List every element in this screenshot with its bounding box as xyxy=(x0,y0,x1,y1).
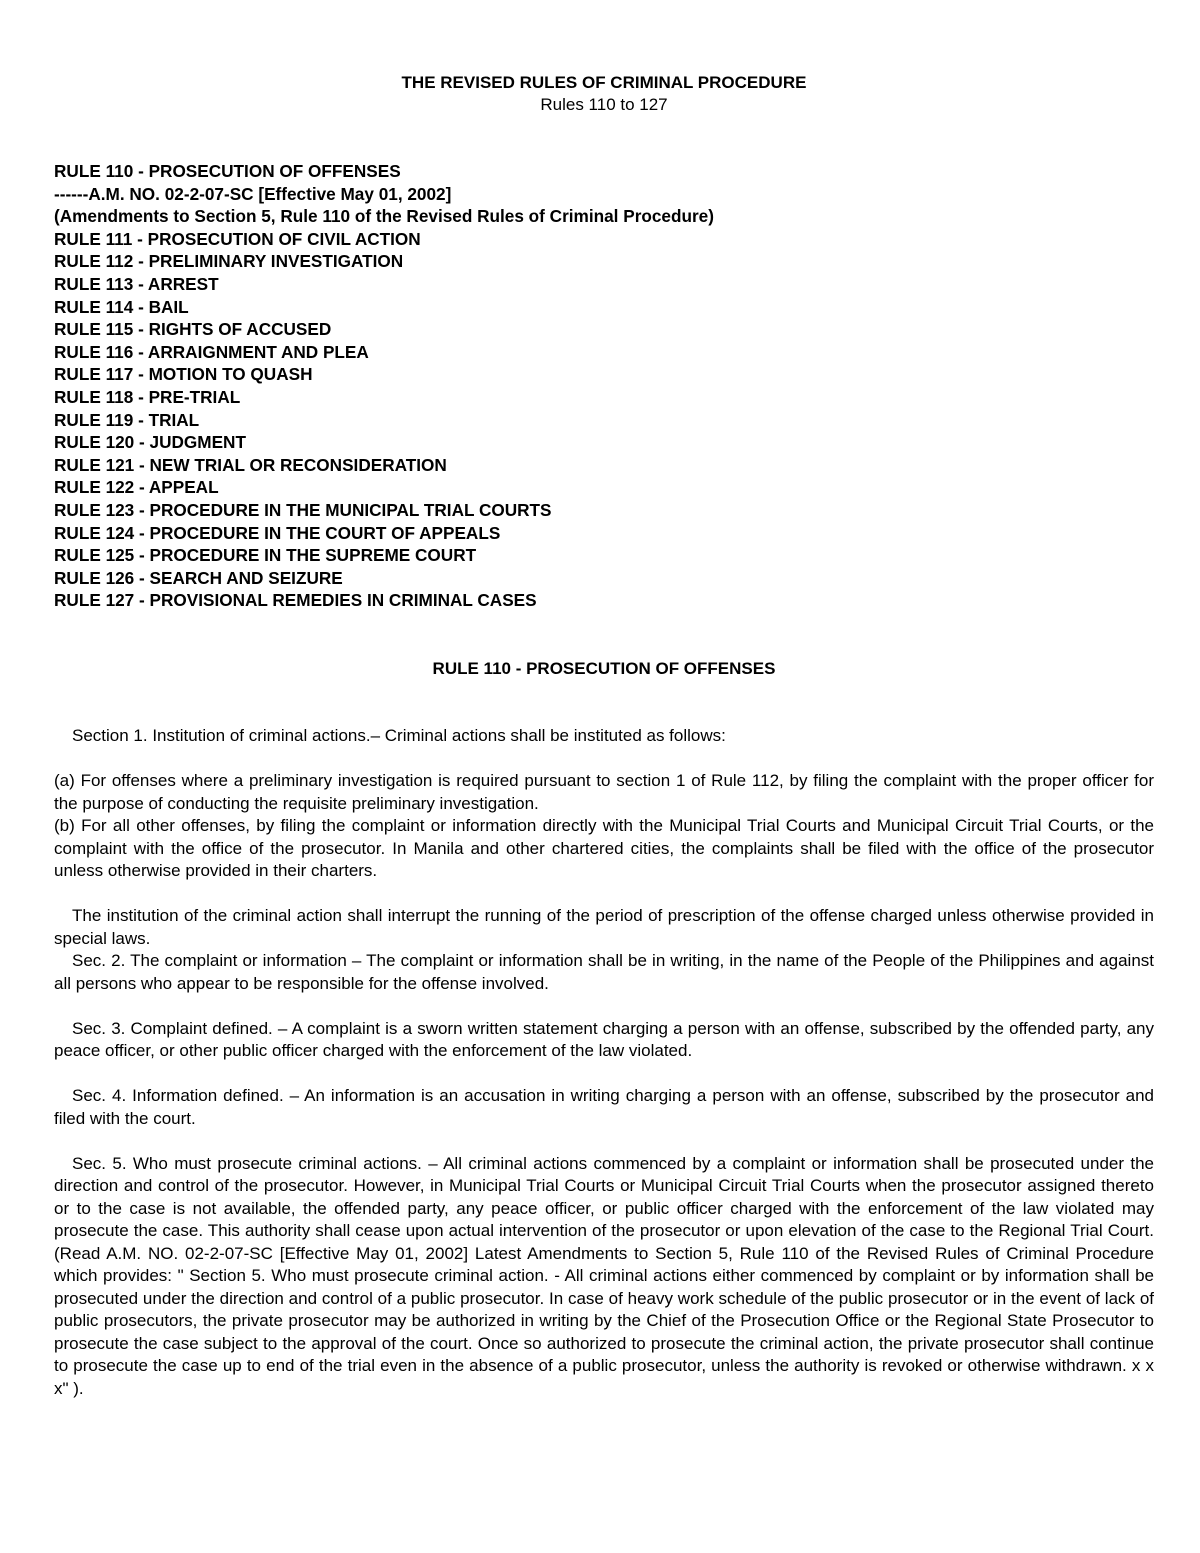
toc-item: RULE 127 - PROVISIONAL REMEDIES IN CRIMINAL CASES xyxy=(54,590,537,611)
toc-item: (Amendments to Section 5, Rule 110 of the Revised Rules of Criminal Procedure) xyxy=(54,206,714,227)
section-1-interruption: The institution of the criminal action shall interrupt the running of the period of prescription of the offense charged unless otherwise provided in special laws. xyxy=(54,906,1154,948)
section-5: Sec. 5. Who must prosecute criminal actions. – All criminal actions commenced by a complaint or information shall be prosecuted under the direction and control of the prosecutor. However, in Municipal Trial Courts or Municipal Circuit Trial Courts when the prosecutor assigned thereto or to the case is not available, the offended party, any peace officer, or public officer charged with the enforcement of the law violated may prosecute the case. This authority shall cease upon actual intervention of the prosecutor or upon elevation of the case to the Regional Trial Court. (Read A.M. NO. 02-2-07-SC [Effective May 01, 2002] Latest Amendments to Section 5, Rule 110 of the Revised Rules of Criminal Procedure which provides: " Section 5. Who must prosecute criminal action. - All criminal actions either commenced by complaint or by information shall be prosecuted under the direction and control of a public prosecutor. In case of heavy work schedule of the public prosecutor or in the event of lack of public prosecutors, the private prosecutor may be authorized in writing by the Chief of the Prosecution Office or the Regional State Prosecutor to prosecute the case subject to the approval of the court. Once so authorized to prosecute the criminal action, the private prosecutor shall continue to prosecute the case up to end of the trial even in the absence of a public prosecutor, unless the authority is revoked or otherwise withdrawn. x x x" ). xyxy=(54,1153,1154,1398)
toc-item: RULE 123 - PROCEDURE IN THE MUNICIPAL TRIAL COURTS xyxy=(54,499,552,520)
paragraph-gap xyxy=(54,995,1154,1018)
toc-item: RULE 115 - RIGHTS OF ACCUSED xyxy=(54,319,332,340)
table-of-contents xyxy=(54,160,1154,612)
section-4: Sec. 4. Information defined. – An information is an accusation in writing charging a person with an offense, subscribed by the prosecutor and filed with the court. xyxy=(54,1086,1154,1128)
toc-item: RULE 114 - BAIL xyxy=(54,296,189,317)
toc-item: ------A.M. NO. 02-2-07-SC [Effective May 01, 2002] xyxy=(54,183,452,204)
paragraph-gap xyxy=(54,748,1154,771)
section-1-clause-a: (a) For offenses where a preliminary investigation is required pursuant to section 1 of Rule 112, by filing the complaint with the proper officer for the purpose of conducting the requisite preliminary investigation. xyxy=(54,771,1154,813)
rule-110-body xyxy=(54,725,1154,1400)
toc-item: RULE 117 - MOTION TO QUASH xyxy=(54,364,313,385)
document-header xyxy=(54,72,1154,116)
toc-item: RULE 124 - PROCEDURE IN THE COURT OF APPEALS xyxy=(54,522,501,543)
paragraph-gap xyxy=(54,1130,1154,1153)
document-title: THE REVISED RULES OF CRIMINAL PROCEDURE xyxy=(401,73,807,92)
section-3: Sec. 3. Complaint defined. – A complaint is a sworn written statement charging a person with an offense, subscribed by the offended party, any peace officer, or other public officer charged with the enforcement of the law violated. xyxy=(54,1018,1154,1060)
toc-item: RULE 116 - ARRAIGNMENT AND PLEA xyxy=(54,341,369,362)
toc-item: RULE 120 - JUDGMENT xyxy=(54,432,246,453)
toc-item: RULE 112 - PRELIMINARY INVESTIGATION xyxy=(54,251,404,272)
toc-item: RULE 111 - PROSECUTION OF CIVIL ACTION xyxy=(54,228,421,249)
section-2: Sec. 2. The complaint or information – The complaint or information shall be in writing, in the name of the People of the Philippines and against all persons who appear to be responsible for the offense involved. xyxy=(54,951,1154,993)
toc-item: RULE 113 - ARREST xyxy=(54,273,219,294)
toc-item: RULE 110 - PROSECUTION OF OFFENSES xyxy=(54,161,401,181)
document-subtitle: Rules 110 to 127 xyxy=(540,95,668,114)
toc-item: RULE 122 - APPEAL xyxy=(54,477,219,498)
rule-110-heading: RULE 110 - PROSECUTION OF OFFENSES xyxy=(432,659,776,678)
section-1-clause-b: (b) For all other offenses, by filing the complaint or information directly with the Municipal Trial Courts and Municipal Circuit Trial Courts, or the complaint with the office of the prosecutor. In Manila and other chartered cities, the complaints shall be filed with the office of the prosecutor unless otherwise provided in their charters. xyxy=(54,816,1154,880)
toc-item: RULE 126 - SEARCH AND SEIZURE xyxy=(54,567,343,588)
section-1-intro: Section 1. Institution of criminal actions.– Criminal actions shall be instituted as follows: xyxy=(72,726,726,745)
paragraph-gap xyxy=(54,1063,1154,1086)
toc-item: RULE 118 - PRE-TRIAL xyxy=(54,386,241,407)
toc-item: RULE 119 - TRIAL xyxy=(54,409,200,430)
toc-item: RULE 121 - NEW TRIAL OR RECONSIDERATION xyxy=(54,454,447,475)
paragraph-gap xyxy=(54,883,1154,906)
toc-item: RULE 125 - PROCEDURE IN THE SUPREME COURT xyxy=(54,545,477,566)
